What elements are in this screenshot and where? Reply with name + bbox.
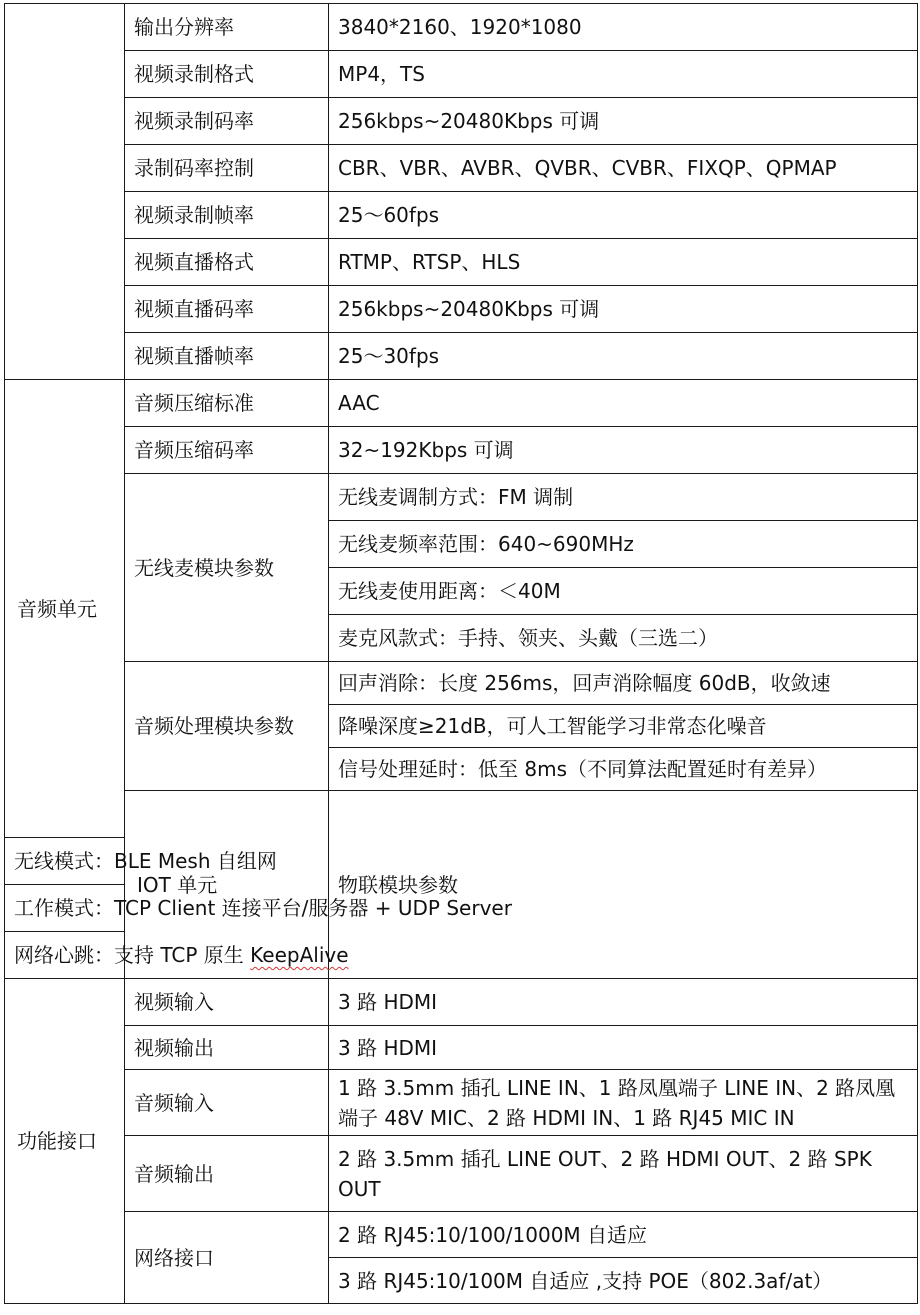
- item-value: 3 路 RJ45:10/100M 自适应 ,支持 POE（802.3af/at）: [329, 1258, 918, 1304]
- table-row: [5, 979, 918, 1026]
- item-value: 无线麦使用距离：＜40M: [329, 568, 918, 615]
- item-label: 物联模块参数: [329, 791, 918, 979]
- category-interfaces: 功能接口: [5, 979, 125, 1304]
- item-label: 音频压缩标准: [125, 380, 329, 427]
- item-value: 256kbps~20480Kbps 可调: [329, 98, 918, 145]
- item-label: 音频处理模块参数: [125, 662, 329, 791]
- item-value: 25～60fps: [329, 192, 918, 239]
- item-value: 3 路 HDMI: [329, 979, 918, 1026]
- item-value: 256kbps~20480Kbps 可调: [329, 286, 918, 333]
- item-label: 无线麦模块参数: [125, 474, 329, 662]
- table-row: [5, 380, 918, 427]
- table-row: [5, 239, 918, 286]
- table-row: [5, 1136, 918, 1212]
- table-row: [5, 474, 918, 521]
- item-value: 3 路 HDMI: [329, 1026, 918, 1070]
- table-row: [5, 286, 918, 333]
- table-row: [5, 192, 918, 239]
- item-label: 音频输出: [125, 1136, 329, 1212]
- item-value: 3840*2160、1920*1080: [329, 4, 918, 51]
- item-value: [5, 932, 349, 979]
- item-label: 录制码率控制: [125, 145, 329, 192]
- item-label: 视频录制格式: [125, 51, 329, 98]
- spec-table: [4, 3, 918, 1304]
- item-value: 信号处理延时：低至 8ms（不同算法配置延时有差异）: [329, 748, 918, 791]
- item-label: 输出分辨率: [125, 4, 329, 51]
- item-value: 2 路 RJ45:10/100/1000M 自适应: [329, 1212, 918, 1258]
- table-row: [5, 51, 918, 98]
- item-label: 视频输出: [125, 1026, 329, 1070]
- item-label: 视频直播码率: [125, 286, 329, 333]
- item-label: 视频直播格式: [125, 239, 329, 286]
- table-row: [5, 662, 918, 705]
- item-value: 1 路 3.5mm 插孔 LINE IN、1 路凤凰端子 LINE IN、2 路凤凰端子 48V MIC、2 路 HDMI IN、1 路 RJ45 MIC IN: [329, 1070, 918, 1136]
- keepalive-prefix: 网络心跳：支持 TCP 原生: [14, 943, 251, 967]
- item-value: 降噪深度≥21dB，可人工智能学习非常态化噪音: [329, 705, 918, 748]
- table-row: [5, 1070, 918, 1136]
- table-row: [5, 1026, 918, 1070]
- item-value: RTMP、RTSP、HLS: [329, 239, 918, 286]
- table-row: [5, 98, 918, 145]
- keepalive-word: KeepAlive: [250, 943, 349, 967]
- table-row: [5, 4, 918, 51]
- table-row: [5, 1212, 918, 1258]
- category-audio: 音频单元: [5, 380, 125, 838]
- table-row: [5, 791, 918, 838]
- item-label: 视频直播帧率: [125, 333, 329, 380]
- item-label: 视频录制帧率: [125, 192, 329, 239]
- item-value: 无线模式：BLE Mesh 自组网: [5, 838, 125, 885]
- table-row: [5, 333, 918, 380]
- item-value: AAC: [329, 380, 918, 427]
- item-label: 网络接口: [125, 1212, 329, 1304]
- item-label: 音频压缩码率: [125, 427, 329, 474]
- item-value: 回声消除：长度 256ms，回声消除幅度 60dB，收敛速: [329, 662, 918, 705]
- item-label: 音频输入: [125, 1070, 329, 1136]
- item-value: 25～30fps: [329, 333, 918, 380]
- item-value: 2 路 3.5mm 插孔 LINE OUT、2 路 HDMI OUT、2 路 SPK OUT: [329, 1136, 918, 1212]
- item-value: CBR、VBR、AVBR、QVBR、CVBR、FIXQP、QPMAP: [329, 145, 918, 192]
- item-value: 麦克风款式：手持、领夹、头戴（三选二）: [329, 615, 918, 662]
- item-value: 32~192Kbps 可调: [329, 427, 918, 474]
- table-row: [5, 145, 918, 192]
- item-value: 无线麦频率范围：640~690MHz: [329, 521, 918, 568]
- item-label: 视频录制码率: [125, 98, 329, 145]
- table-row: [5, 427, 918, 474]
- item-value: MP4，TS: [329, 51, 918, 98]
- item-value: 无线麦调制方式：FM 调制: [329, 474, 918, 521]
- category-video: [5, 4, 125, 380]
- category-iot: IOT 单元: [125, 791, 329, 979]
- item-value: 工作模式：TCP Client 连接平台/服务器 + UDP Server: [5, 885, 125, 932]
- item-label: 视频输入: [125, 979, 329, 1026]
